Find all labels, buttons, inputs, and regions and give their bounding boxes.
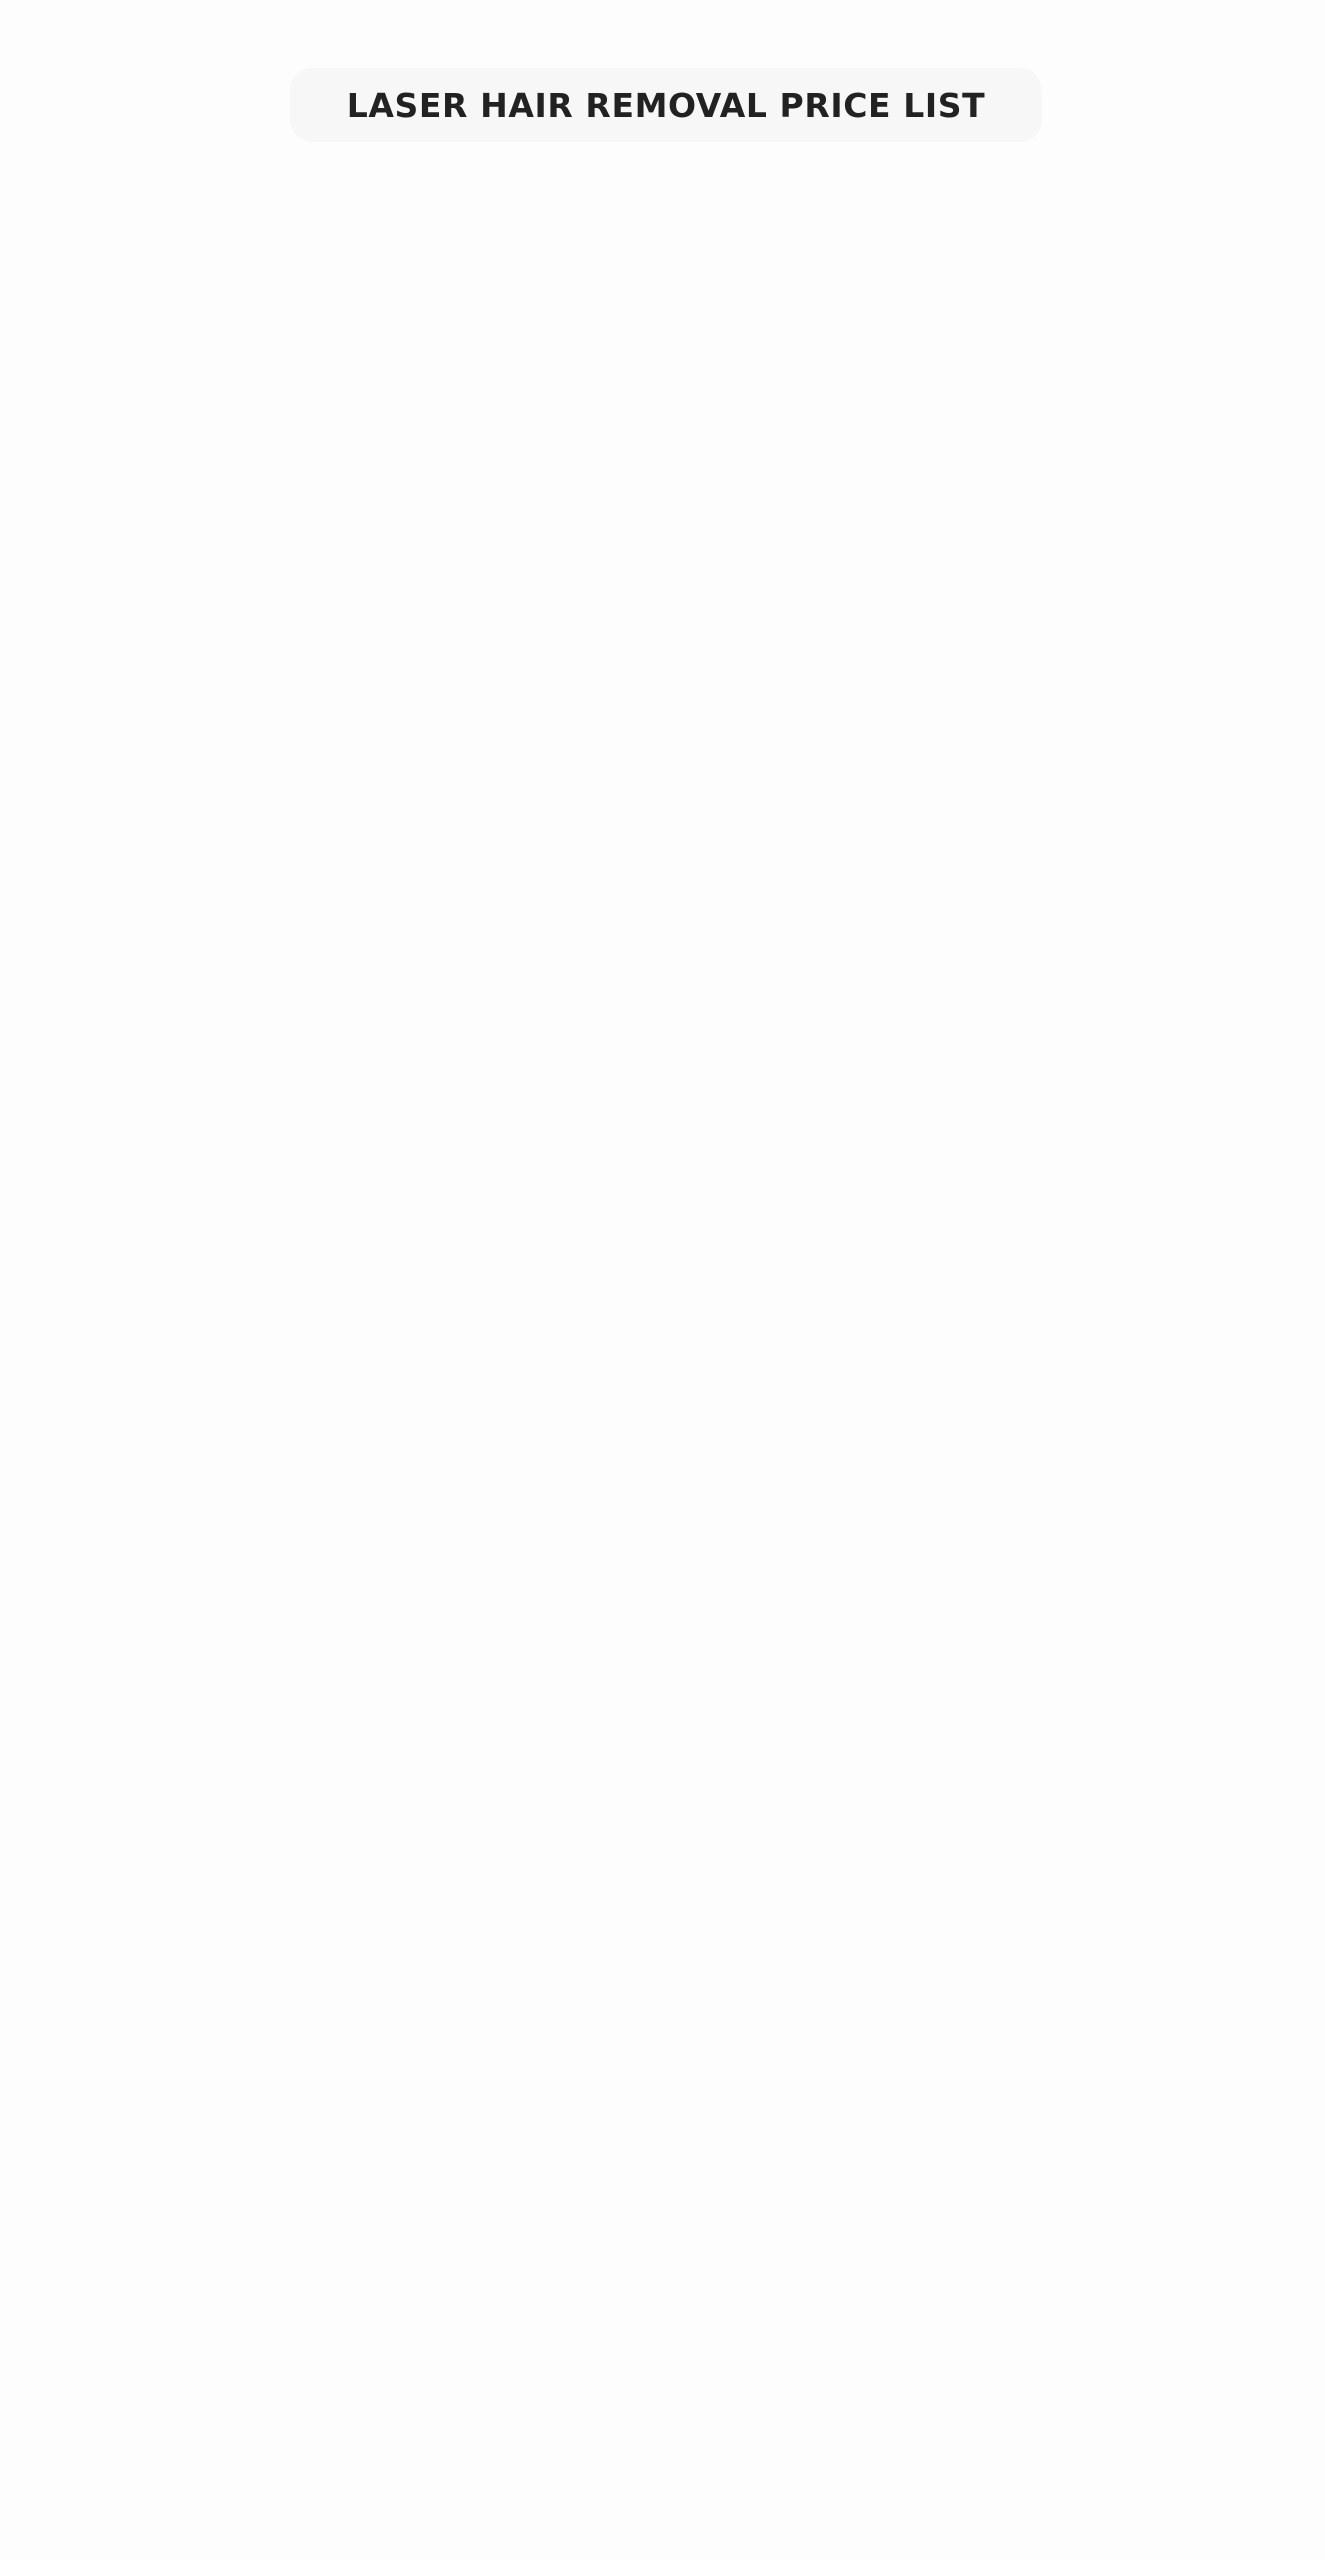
section-title <box>108 691 1217 741</box>
price-section <box>108 1127 1217 1507</box>
price-row <box>108 1679 1217 1745</box>
page-title: LASER HAIR REMOVAL PRICE LIST <box>290 68 1042 142</box>
price-row <box>108 437 1217 503</box>
price-row <box>108 2307 1217 2367</box>
section-title <box>108 1563 1217 1613</box>
price-row <box>108 1177 1217 1243</box>
price-section <box>108 691 1217 1071</box>
price-row <box>108 371 1217 437</box>
price-row <box>108 2247 1217 2307</box>
price-row <box>108 1243 1217 1309</box>
price-row <box>108 1375 1217 1441</box>
price-row <box>108 1005 1217 1071</box>
section-title <box>108 1999 1217 2049</box>
price-row <box>108 569 1217 635</box>
price-row <box>108 2115 1217 2181</box>
price-row <box>108 1745 1217 1811</box>
price-section <box>108 1563 1217 1943</box>
price-row <box>108 939 1217 1005</box>
price-row <box>108 305 1217 371</box>
price-row <box>108 1811 1217 1877</box>
price-row <box>108 1309 1217 1375</box>
price-row <box>108 1441 1217 1507</box>
section-title <box>108 255 1217 305</box>
price-row <box>108 807 1217 873</box>
price-section <box>108 1999 1217 2367</box>
price-section <box>108 255 1217 635</box>
price-row <box>108 2181 1217 2247</box>
price-row <box>108 1877 1217 1943</box>
price-row <box>108 503 1217 569</box>
price-row <box>108 1613 1217 1679</box>
price-list <box>108 255 1217 2423</box>
price-row <box>108 741 1217 807</box>
price-row <box>108 2049 1217 2115</box>
price-row <box>108 873 1217 939</box>
section-title <box>108 1127 1217 1177</box>
